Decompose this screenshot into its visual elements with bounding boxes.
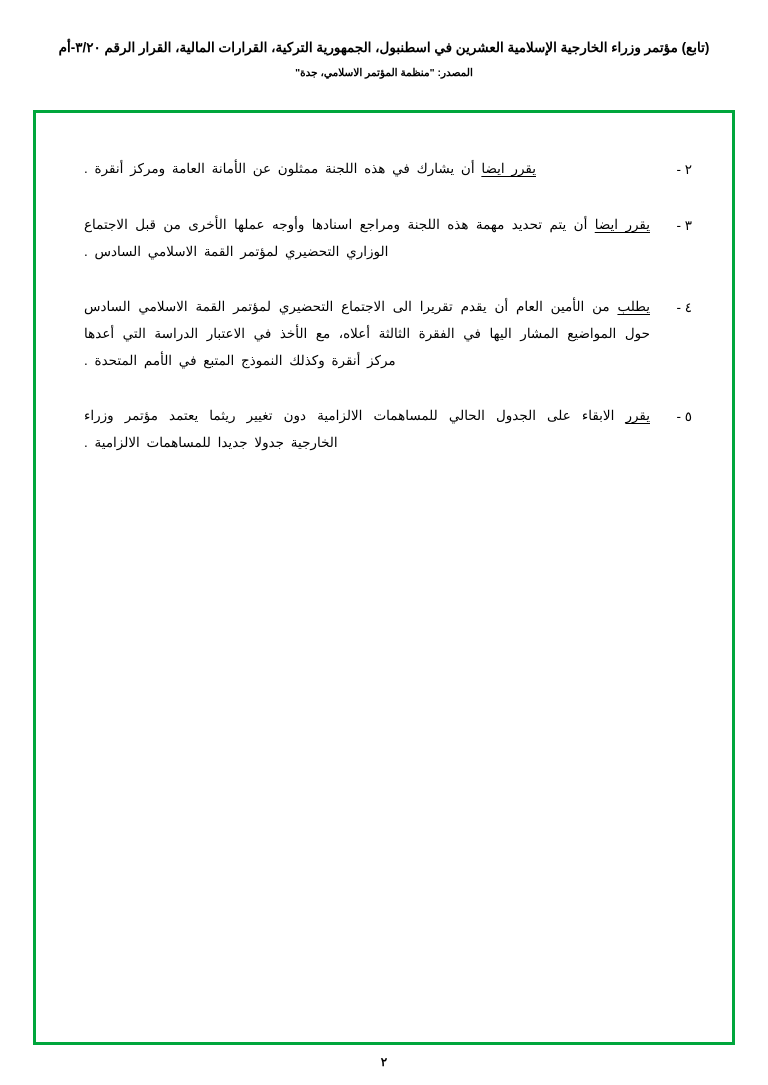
clause-marker: ٤ - [676,300,692,315]
clause-body [84,293,650,374]
clause-body [84,402,650,456]
clause-text: أن يشارك في هذه اللجنة ممثلون عن الأمانة العامة ومركز أنقرة . [84,161,482,176]
clause-text: من الأمين العام أن يقدم تقريرا الى الاجتماع التحضيري لمؤتمر القمة الاسلامي السادس حول المواضيع المشار اليها في الفقرة الثالثة أعلاه، مع الأخذ في الاعتبار الدراسة التي أعدها مركز أنقرة وكذلك النموذج المتبع في الأمم المتحدة . [84,299,650,368]
page-number: ٢ [380,1055,388,1069]
clause-text: أن يتم تحديد مهمة هذه اللجنة ومراجع اسنادها وأوجه عملها الأخرى من قبل الاجتماع الوزاري التحضيري لمؤتمر القمة الاسلامي السادس . [84,217,595,259]
list-item [84,211,692,265]
list-item [84,402,692,456]
list-item [84,293,692,374]
clause-body [84,155,650,182]
page-title: (تابع) مؤتمر وزراء الخارجية الإسلامية العشرين في اسطنبول، الجمهورية التركية، القرارات المالية، القرار الرقم ٣/٢٠-أم [58,40,710,55]
clause-body [84,211,650,265]
clause-lead: يقرر ايضا [594,217,650,232]
list-item [84,155,692,183]
document-header [0,38,768,79]
clause-list [84,155,692,484]
clause-marker: ٣ - [676,218,692,233]
source-line: المصدر: "منظمة المؤتمر الاسلامي، جدة" [295,67,473,80]
clause-lead: يقرر ايضا [481,161,536,176]
clause-lead: يقرر [625,408,650,423]
clause-marker: ٢ - [676,162,692,177]
clause-marker: ٥ - [676,409,692,424]
clause-lead: يطلب [617,299,650,314]
content-frame [33,110,735,1045]
clause-text: الابقاء على الجدول الحالي للمساهمات الالزامية دون تغيير ريثما يعتمد مؤتمر وزراء الخارجية جدولا جديدا للمساهمات الالزامية . [84,408,626,450]
